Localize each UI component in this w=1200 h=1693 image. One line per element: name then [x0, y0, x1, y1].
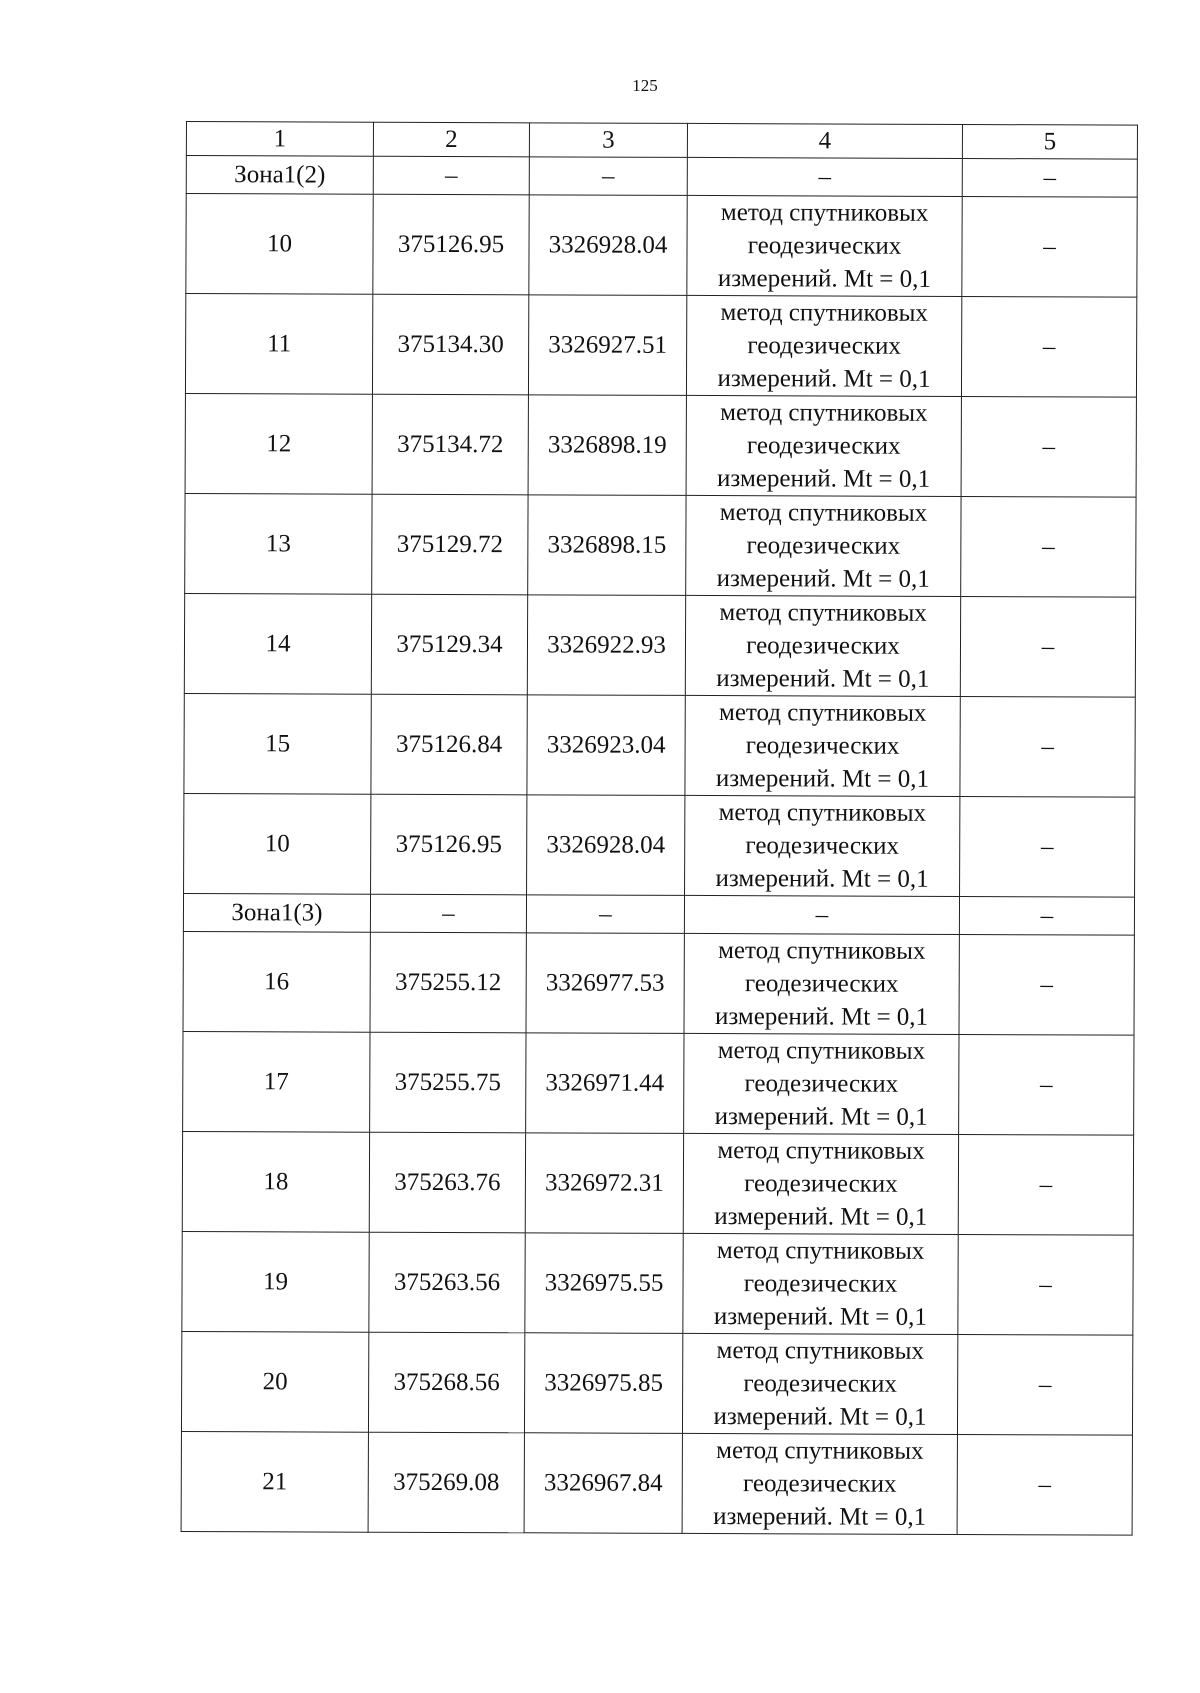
description-dash: – [960, 696, 1135, 797]
zone-name: Зона1(3) [183, 893, 370, 932]
zone-row [183, 893, 1134, 935]
method-line: измерений. Mt = 0,1 [713, 1503, 927, 1531]
description-dash: – [960, 796, 1135, 897]
point-number: 19 [182, 1231, 369, 1332]
coordinate-y: 3326928.04 [529, 195, 687, 296]
measurement-method [686, 495, 961, 596]
table-row [182, 1231, 1133, 1335]
measurement-method [685, 695, 960, 796]
method-line: геодезических [745, 832, 900, 860]
method-line: измерений. Mt = 0,1 [714, 1103, 928, 1131]
measurement-method [682, 1333, 957, 1434]
measurement-method [686, 295, 961, 396]
method-line: геодезических [742, 1470, 897, 1498]
page-number: 125 [632, 76, 658, 95]
method-line: метод спутниковых [716, 1337, 925, 1365]
table-row [183, 1031, 1134, 1135]
header-cell-4: 4 [687, 123, 962, 158]
zone-dash-cell: – [959, 896, 1134, 935]
measurement-method [683, 1133, 958, 1234]
coordinate-x: 375126.84 [371, 694, 527, 795]
table-row [184, 693, 1135, 797]
coordinate-x: 375255.75 [370, 1032, 526, 1133]
coordinates-table [181, 121, 1138, 1536]
method-line: геодезических [745, 732, 900, 760]
measurement-method [685, 795, 960, 896]
header-cell-5: 5 [962, 124, 1137, 159]
coordinate-y: 3326975.55 [525, 1233, 683, 1334]
method-line: геодезических [747, 332, 901, 360]
method-line: геодезических [747, 232, 902, 260]
zone-dash-cell: – [687, 157, 962, 196]
method-line: измерений. Mt = 0,1 [714, 1003, 929, 1031]
table-row [183, 931, 1134, 1035]
description-dash: – [959, 1034, 1134, 1135]
method-line: измерений. Mt = 0,1 [717, 365, 931, 393]
header-cell-1: 1 [186, 122, 373, 157]
method-line: измерений. Mt = 0,1 [715, 865, 929, 893]
measurement-method [684, 1033, 959, 1134]
point-number: 16 [183, 931, 370, 1032]
description-dash: – [957, 1334, 1132, 1435]
header-cell-2: 2 [373, 122, 529, 157]
method-line: метод спутниковых [719, 499, 928, 527]
method-line: метод спутниковых [719, 599, 927, 627]
method-line: геодезических [746, 532, 901, 560]
zone-dash-cell: – [684, 895, 959, 934]
coordinate-y: 3326967.84 [524, 1433, 682, 1534]
table-row [185, 294, 1136, 398]
point-number: 14 [184, 593, 371, 694]
coordinate-x: 375129.72 [372, 494, 528, 595]
coordinate-x: 375269.08 [368, 1432, 524, 1533]
table-row [186, 194, 1137, 298]
method-line: геодезических [746, 432, 901, 460]
coordinate-x: 375263.76 [369, 1132, 525, 1233]
point-number: 11 [185, 294, 372, 395]
zone-dash-cell: – [526, 895, 684, 934]
header-row [186, 122, 1137, 160]
coordinate-y: 3326972.31 [525, 1133, 683, 1234]
method-line: метод спутниковых [718, 799, 927, 827]
method-line: измерений. Mt = 0,1 [714, 1203, 928, 1231]
coordinate-y: 3326898.15 [528, 495, 686, 596]
description-dash: – [958, 1134, 1133, 1235]
method-line: метод спутниковых [720, 199, 929, 227]
method-line: измерений. Mt = 0,1 [717, 465, 931, 493]
method-line: метод спутниковых [717, 1137, 925, 1165]
description-dash: – [959, 934, 1134, 1035]
method-line: измерений. Mt = 0,1 [717, 265, 931, 293]
table-row [185, 393, 1136, 497]
coordinates-table-body [181, 122, 1137, 1536]
coordinate-y: 3326928.04 [527, 795, 685, 896]
zone-dash-cell: – [370, 894, 526, 933]
description-dash: – [961, 396, 1136, 497]
measurement-method [686, 395, 961, 496]
description-dash: – [958, 1234, 1133, 1335]
method-line: метод спутниковых [720, 299, 929, 327]
zone-row [186, 156, 1137, 198]
table-row [185, 493, 1136, 597]
point-number: 17 [183, 1031, 370, 1132]
measurement-method [683, 1233, 958, 1334]
coordinate-x: 375129.34 [371, 594, 527, 695]
method-line: геодезических [743, 1270, 898, 1298]
point-number: 10 [186, 194, 373, 295]
method-line: метод спутниковых [720, 399, 928, 427]
zone-name: Зона1(2) [186, 156, 373, 195]
method-line: метод спутниковых [716, 1437, 924, 1465]
method-line: геодезических [744, 970, 899, 998]
zone-dash-cell: – [962, 158, 1137, 197]
coordinate-y: 3326927.51 [528, 295, 686, 396]
coordinate-x: 375268.56 [368, 1332, 524, 1433]
description-dash: – [960, 596, 1135, 697]
table-row [184, 593, 1135, 697]
coordinate-y: 3326922.93 [527, 595, 685, 696]
measurement-method [687, 195, 962, 296]
point-number: 18 [182, 1131, 369, 1232]
method-line: геодезических [744, 1170, 898, 1198]
coordinate-x: 375126.95 [371, 794, 527, 895]
method-line: измерений. Mt = 0,1 [716, 665, 930, 693]
description-dash: – [961, 496, 1136, 597]
point-number: 13 [185, 493, 372, 594]
coordinate-x: 375134.72 [372, 394, 528, 495]
table-row [184, 793, 1135, 897]
header-cell-3: 3 [529, 123, 687, 158]
measurement-method [685, 595, 960, 696]
method-line: метод спутниковых [717, 1037, 926, 1065]
point-number: 21 [181, 1431, 368, 1532]
method-line: измерений. Mt = 0,1 [713, 1303, 927, 1331]
coordinate-y: 3326975.85 [524, 1333, 682, 1434]
method-line: метод спутниковых [718, 937, 926, 965]
description-dash: – [961, 296, 1136, 397]
point-number: 12 [185, 393, 372, 494]
description-dash: – [962, 196, 1137, 297]
table-row [181, 1331, 1132, 1435]
method-line: измерений. Mt = 0,1 [716, 565, 930, 593]
method-line: геодезических [743, 1370, 898, 1398]
zone-dash-cell: – [529, 157, 687, 196]
method-line: геодезических [746, 632, 900, 660]
coordinate-y: 3326923.04 [527, 695, 685, 796]
description-dash: – [957, 1434, 1132, 1535]
method-line: метод спутниковых [716, 1237, 925, 1265]
coordinate-x: 375134.30 [372, 294, 528, 395]
coordinate-y: 3326971.44 [526, 1033, 684, 1134]
point-number: 10 [184, 793, 371, 894]
coordinate-x: 375255.12 [370, 932, 526, 1033]
method-line: измерений. Mt = 0,1 [713, 1403, 927, 1431]
measurement-method [682, 1433, 957, 1534]
coordinate-y: 3326977.53 [526, 933, 684, 1034]
table-row [182, 1131, 1133, 1235]
coordinate-y: 3326898.19 [528, 395, 686, 496]
coordinate-x: 375126.95 [373, 194, 529, 295]
method-line: геодезических [744, 1070, 899, 1098]
method-line: измерений. Mt = 0,1 [715, 765, 930, 793]
point-number: 15 [184, 693, 371, 794]
point-number: 20 [181, 1331, 368, 1432]
measurement-method [684, 933, 959, 1034]
method-line: метод спутниковых [718, 699, 927, 727]
table-row [181, 1431, 1132, 1535]
zone-dash-cell: – [373, 156, 529, 195]
coordinate-x: 375263.56 [369, 1232, 525, 1333]
